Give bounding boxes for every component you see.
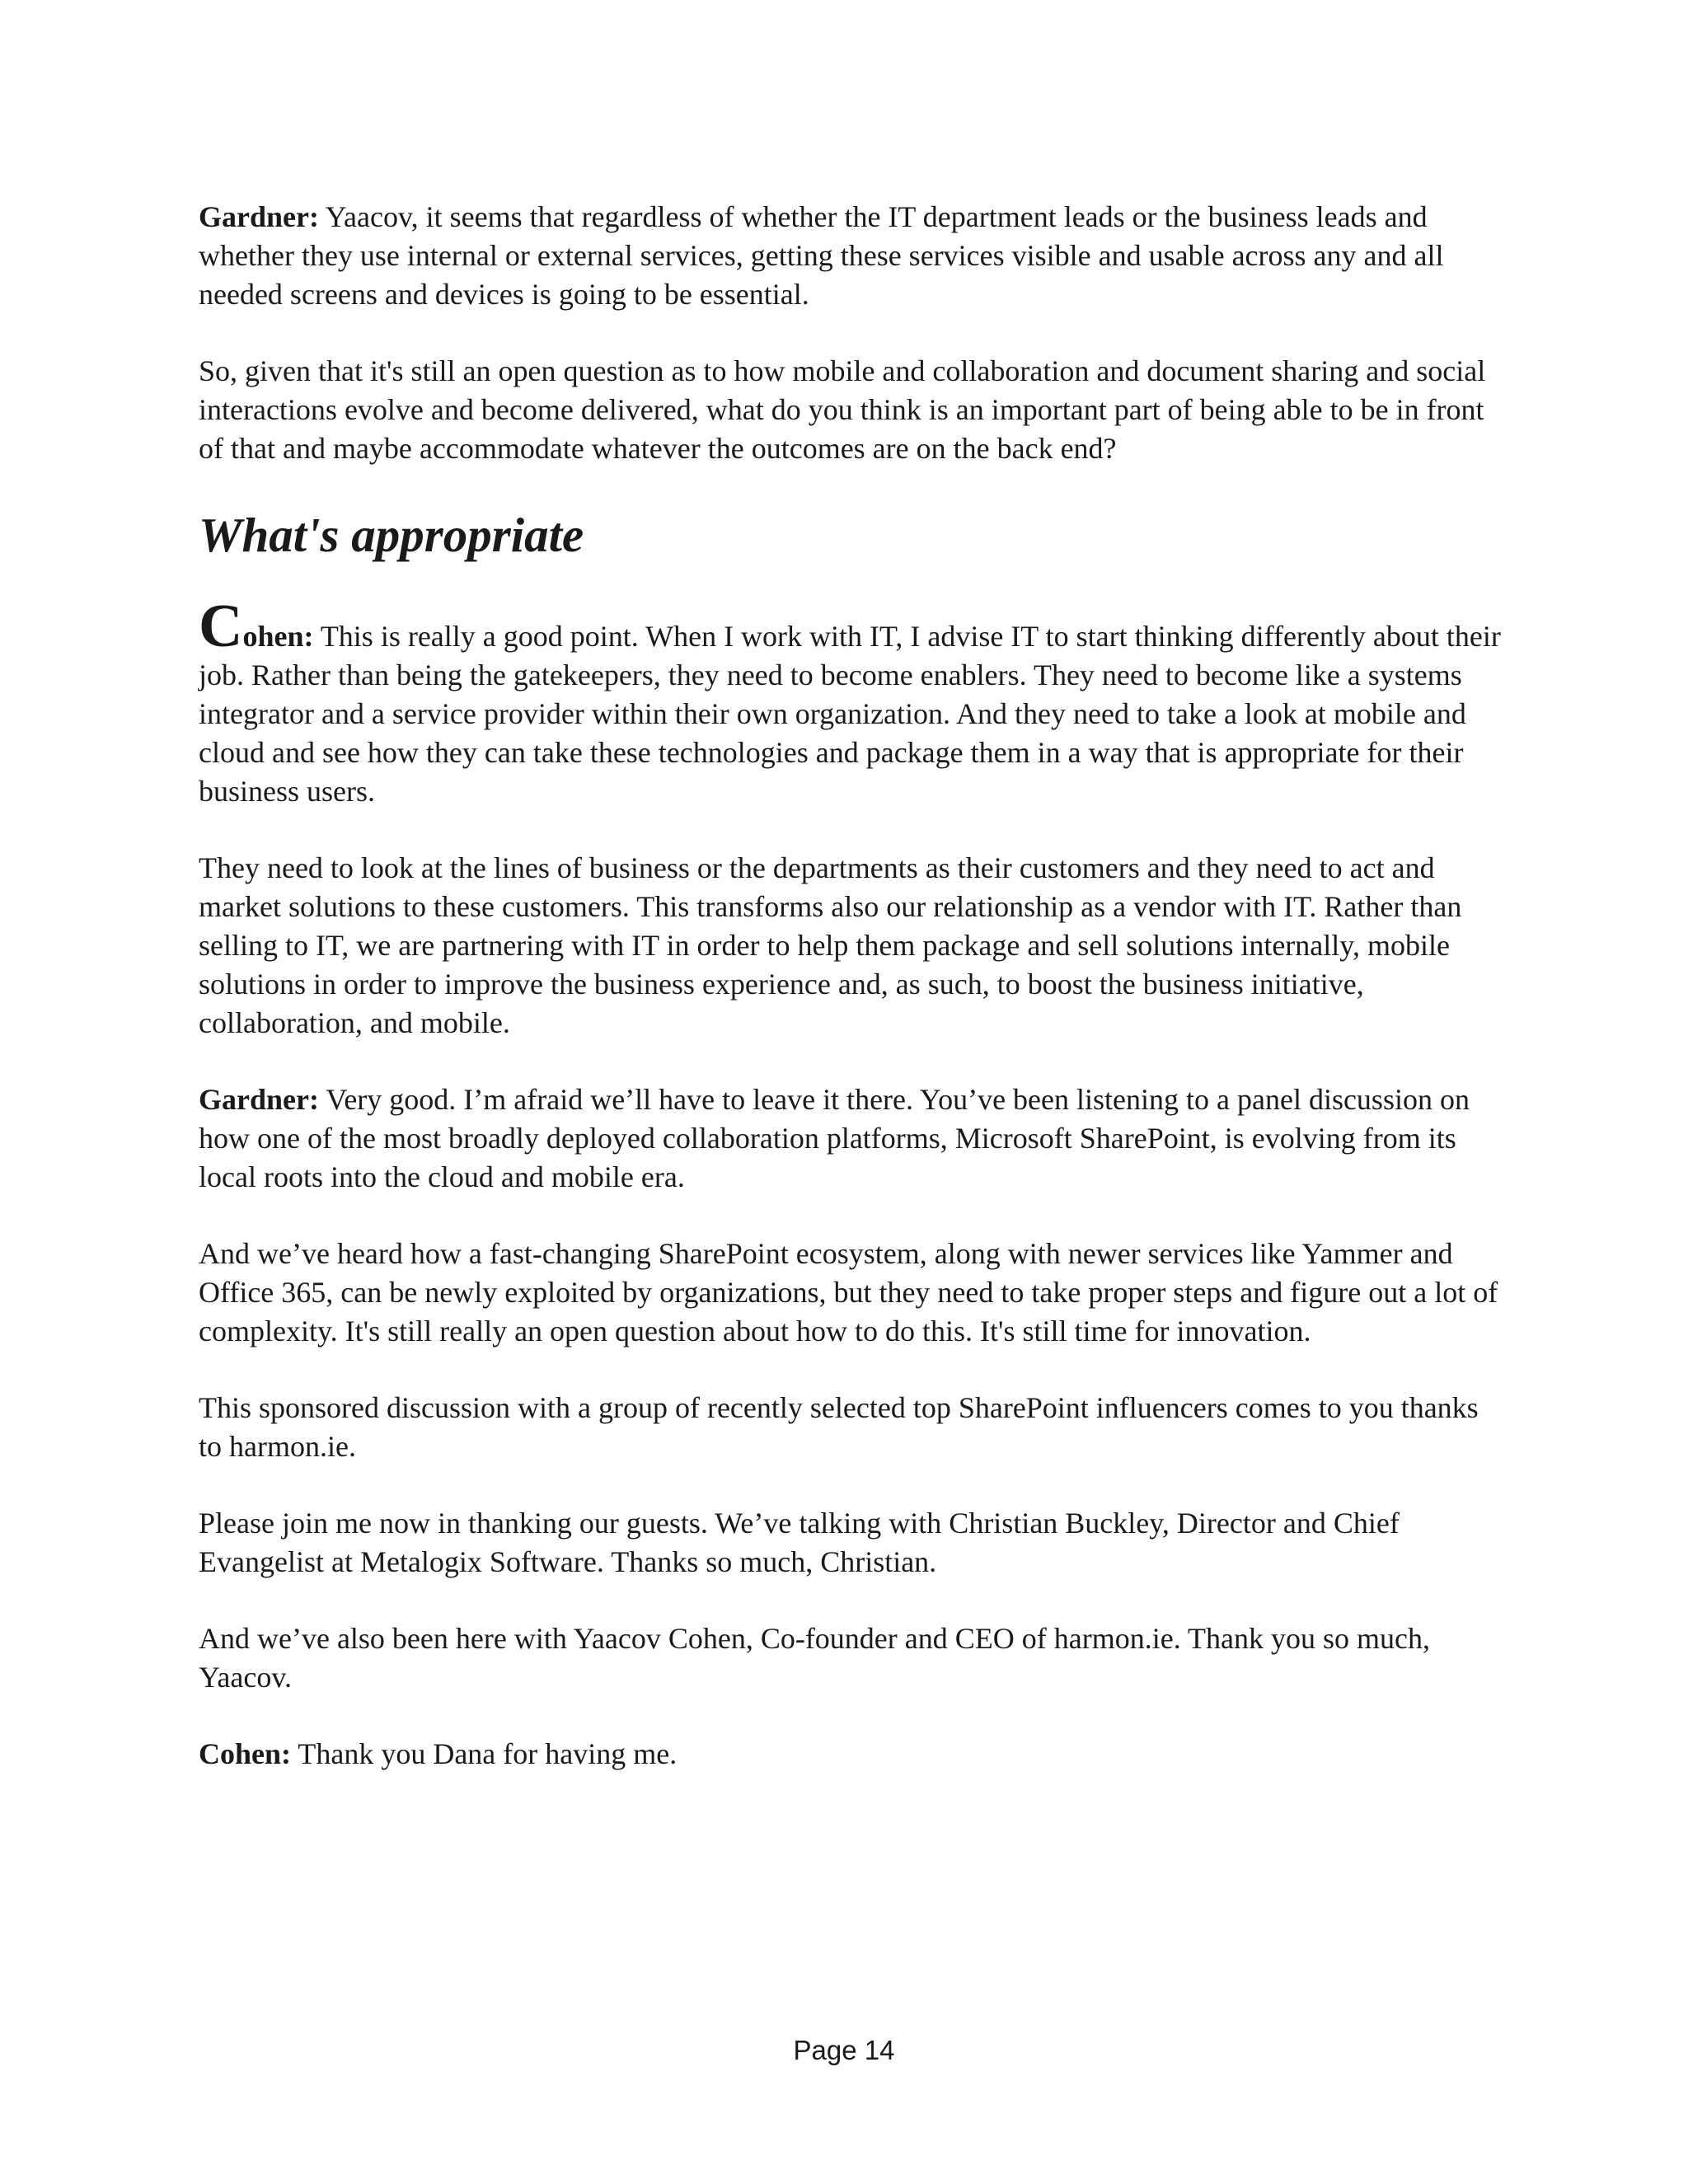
page-number: Page 14 bbox=[793, 2035, 895, 2065]
paragraph-text: Please join me now in thanking our guests. We’ve talking with Christian Buckley, Director and Chief Evangelist at Metalogix Software. Thanks so much, Christian. bbox=[199, 1507, 1400, 1578]
paragraph-sponsor bbox=[199, 1389, 1501, 1466]
paragraph-text: Thank you Dana for having me. bbox=[291, 1737, 678, 1770]
document-body bbox=[199, 198, 1501, 1811]
paragraph-gardner-closing bbox=[199, 1080, 1501, 1197]
section-heading: What's appropriate bbox=[199, 508, 584, 562]
paragraph-thanks-cohen bbox=[199, 1619, 1501, 1697]
paragraph-cohen-final bbox=[199, 1735, 1501, 1774]
paragraph-text: This is really a good point. When I work with IT, I advise IT to start thinking differently about their job. Rather than being the gatekeepers, they need to become enablers. They need to become like a systems integrator and a service provider within their own organization. And they need to take a look at mobile and cloud and see how they can take these technologies and package them in a way that is appropriate for their business users. bbox=[199, 620, 1501, 808]
paragraph-text: So, given that it's still an open question as to how mobile and collaboration and document sharing and social interactions evolve and become delivered, what do you think is an important part of being able to be in front of that and maybe accommodate whatever the outcomes are on the back end? bbox=[199, 354, 1486, 465]
paragraph-cohen-continued bbox=[199, 849, 1501, 1043]
paragraph-text: This sponsored discussion with a group of recently selected top SharePoint influencers comes to you thanks to harmon.ie. bbox=[199, 1391, 1479, 1463]
paragraph-thanks-buckley bbox=[199, 1504, 1501, 1582]
speaker-label: ohen: bbox=[242, 620, 314, 653]
speaker-label: Gardner: bbox=[199, 200, 319, 233]
paragraph-text: And we’ve heard how a fast-changing SharePoint ecosystem, along with newer services like Yammer and Office 365, can be newly exploited by organizations, but they need to take proper steps and figure out a lot of complexity. It's still really an open question about how to do this. It's still time for innovation. bbox=[199, 1237, 1498, 1347]
paragraph-text: And we’ve also been here with Yaacov Cohen, Co-founder and CEO of harmon.ie. Thank you so much, Yaacov. bbox=[199, 1622, 1430, 1694]
paragraph-text: Yaacov, it seems that regardless of whether the IT department leads or the business leads and whether they use internal or external services, getting these services visible and usable across any and all needed screens and devices is going to be essential. bbox=[199, 200, 1444, 311]
paragraph-cohen-answer bbox=[199, 593, 1501, 811]
paragraph-gardner-question bbox=[199, 198, 1501, 314]
speaker-label: Cohen: bbox=[199, 1737, 292, 1770]
paragraph-text: They need to look at the lines of business or the departments as their customers and they need to act and market solutions to these customers. This transforms also our relationship as a vendor with IT. Rather than selling to IT, we are partnering with IT in order to help them package and sell solutions internally, mobile solutions in order to improve the business experience and, as such, to boost the business initiative, collaboration, and mobile. bbox=[199, 851, 1462, 1039]
paragraph-gardner-followup bbox=[199, 352, 1501, 468]
paragraph-ecosystem bbox=[199, 1235, 1501, 1351]
paragraph-text: Very good. I’m afraid we’ll have to leave it there. You’ve been listening to a panel discussion on how one of the most broadly deployed collaboration platforms, Microsoft SharePoint, is evolving from its local roots into the cloud and mobile era. bbox=[199, 1083, 1470, 1193]
dropcap-letter: C bbox=[199, 593, 243, 660]
speaker-label: Gardner: bbox=[199, 1083, 319, 1116]
